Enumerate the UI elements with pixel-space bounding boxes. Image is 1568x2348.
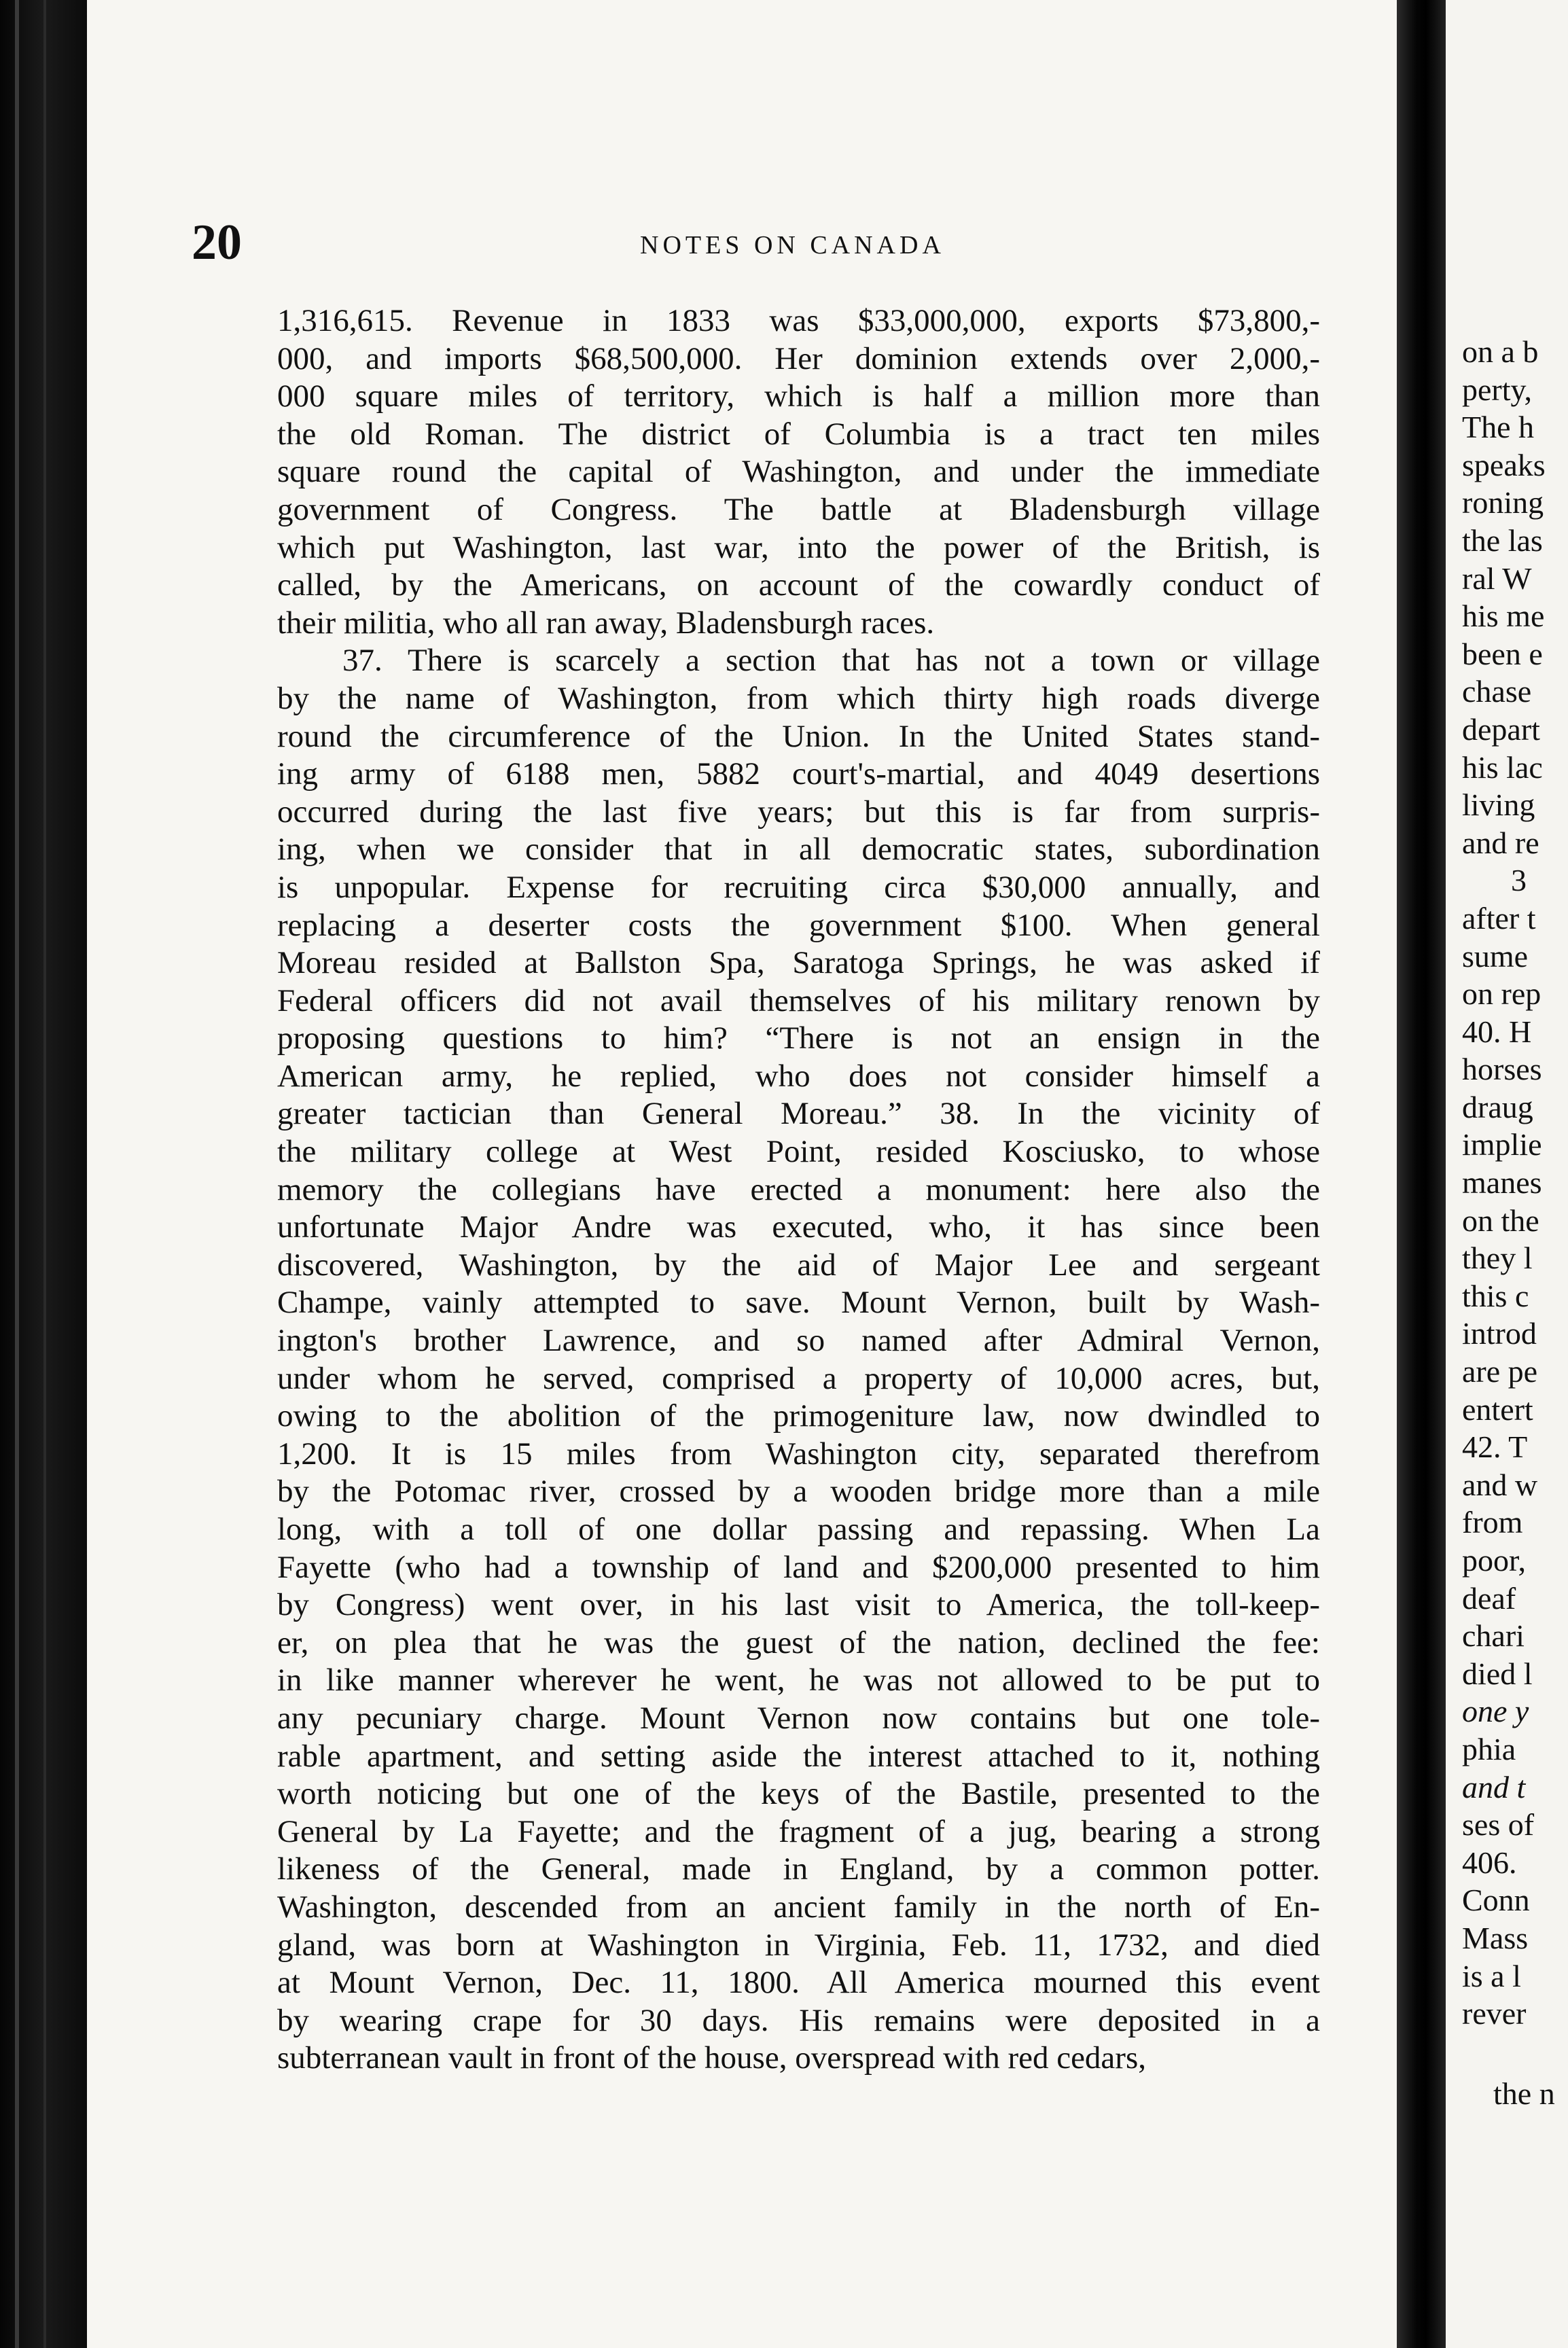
fragment-line: The h	[1462, 410, 1535, 445]
text-line: which put Washington, last war, into the power of the British, is	[277, 529, 1320, 565]
fragment-line: Mass	[1462, 1920, 1529, 1955]
text-line: called, by the Americans, on account of the cowardly conduct of	[277, 567, 1320, 603]
fragment-line: and t	[1462, 1769, 1526, 1804]
text-line: by the name of Washington, from which thirty high roads diverge	[277, 680, 1320, 716]
book-gutter	[1397, 0, 1446, 2348]
text-line: er, on plea that he was the guest of the nation, declined the fee:	[277, 1624, 1320, 1660]
fragment-line: his lac	[1462, 749, 1543, 785]
fragment-line: one y	[1462, 1694, 1529, 1729]
fragment-line: this c	[1462, 1278, 1529, 1313]
fragment-line: 40. H	[1462, 1014, 1532, 1049]
fragment-line: chase	[1462, 674, 1532, 709]
fragment-line: perty,	[1462, 372, 1533, 407]
fragment-line: speaks	[1462, 447, 1546, 482]
text-line: ing, when we consider that in all democratic states, subordination	[277, 832, 1320, 868]
border-stripe	[43, 0, 46, 2348]
text-line: discovered, Washington, by the aid of Major Lee and sergeant	[277, 1247, 1320, 1283]
fragment-line: 406.	[1462, 1845, 1517, 1880]
text-line: replacing a deserter costs the government $100. When general	[277, 907, 1320, 943]
fragment-line: entert	[1462, 1391, 1533, 1427]
text-line: ing army of 6188 men, 5882 court's-martial, and 4049 desertions	[277, 756, 1320, 792]
fragment-line: horses	[1462, 1052, 1542, 1087]
main-text-body	[277, 302, 1320, 2078]
text-line: ington's brother Lawrence, and so named after Admiral Vernon,	[277, 1323, 1320, 1359]
fragment-line: sume	[1462, 938, 1529, 974]
text-line: long, with a toll of one dollar passing and repassing. When La	[277, 1512, 1320, 1547]
fragment-line: living	[1462, 787, 1535, 823]
scan-left-border	[0, 0, 87, 2348]
text-line: their militia, who all ran away, Bladensburgh races.	[277, 605, 935, 641]
adjacent-page-text	[1462, 333, 1568, 2033]
text-line: 1,316,615. Revenue in 1833 was $33,000,000, exports $73,800,-	[277, 303, 1320, 338]
text-line: Washington, descended from an ancient family in the north of En-	[277, 1889, 1320, 1925]
running-head	[192, 212, 1347, 273]
text-line: General by La Fayette; and the fragment of a jug, bearing a strong	[277, 1813, 1320, 1849]
fragment-line: and re	[1462, 825, 1539, 860]
fragment-line: ses of	[1462, 1807, 1535, 1843]
fragment-line: roning	[1462, 485, 1544, 520]
text-line: likeness of the General, made in England, by a common potter.	[277, 1851, 1320, 1887]
fragment-line: they l	[1462, 1241, 1533, 1276]
fragment-line: 42. T	[1462, 1429, 1528, 1465]
running-head-title: NOTES ON CANADA	[640, 231, 945, 260]
fragment-line: chari	[1462, 1618, 1525, 1654]
text-line: is unpopular. Expense for recruiting circa $30,000 annually, and	[277, 869, 1320, 905]
adjacent-page-bottom-line: the n	[1493, 2076, 1555, 2111]
text-line: by the Potomac river, crossed by a wooden bridge more than a mile	[277, 1474, 1320, 1510]
fragment-line: on the	[1462, 1203, 1539, 1238]
text-line: by Congress) went over, in his last visit to America, the toll-keep-	[277, 1587, 1320, 1623]
text-line: the old Roman. The district of Columbia is a tract ten miles	[277, 416, 1320, 452]
fragment-line: poor,	[1462, 1543, 1526, 1578]
text-line: subterranean vault in front of the house, overspread with red cedars,	[277, 2040, 1146, 2076]
fragment-line: are pe	[1462, 1354, 1538, 1389]
fragment-line: the las	[1462, 522, 1543, 558]
text-line: unfortunate Major Andre was executed, who, it has since been	[277, 1209, 1320, 1245]
fragment-line: his me	[1462, 599, 1545, 634]
text-line: any pecuniary charge. Mount Vernon now contains but one tole-	[277, 1700, 1320, 1736]
fragment-line: introd	[1462, 1316, 1537, 1351]
fragment-line: Conn	[1462, 1883, 1530, 1918]
fragment-line: on a b	[1462, 334, 1539, 369]
fragment-line: depart	[1462, 711, 1540, 747]
text-line: Federal officers did not avail themselves of his military renown by	[277, 982, 1320, 1018]
fragment-line: from	[1462, 1505, 1523, 1540]
text-line: gland, was born at Washington in Virginia, Feb. 11, 1732, and died	[277, 1927, 1320, 1963]
text-line: in like manner wherever he went, he was not allowed to be put to	[277, 1662, 1320, 1698]
fragment-line: on rep	[1462, 976, 1542, 1012]
text-line: at Mount Vernon, Dec. 11, 1800. All America mourned this event	[277, 1965, 1320, 2001]
text-line: memory the collegians have erected a monument: here also the	[277, 1171, 1320, 1207]
text-line: greater tactician than General Moreau.” 38. In the vicinity of	[277, 1096, 1320, 1132]
text-line: 1,200. It is 15 miles from Washington city, separated therefrom	[277, 1436, 1320, 1472]
fragment-line: 3	[1511, 863, 1527, 898]
text-line: proposing questions to him? “There is not an ensign in the	[277, 1020, 1320, 1056]
text-line: the military college at West Point, resided Kosciusko, to whose	[277, 1134, 1320, 1170]
fragment-line: rever	[1462, 1996, 1527, 2031]
text-line: 37. There is scarcely a section that has not a town or village	[342, 643, 1320, 679]
fragment-line: manes	[1462, 1165, 1542, 1200]
text-line: square round the capital of Washington, and under the immediate	[277, 454, 1320, 490]
text-line: rable apartment, and setting aside the interest attached to it, nothing	[277, 1738, 1320, 1774]
fragment-line: ral W	[1462, 561, 1532, 596]
page-number: 20	[192, 215, 242, 270]
fragment-line: and w	[1462, 1467, 1538, 1502]
text-line: worth noticing but one of the keys of the Bastile, presented to the	[277, 1776, 1320, 1812]
fragment-line: is a l	[1462, 1958, 1521, 1993]
text-line: 000, and imports $68,500,000. Her dominion extends over 2,000,-	[277, 340, 1320, 376]
fragment-line: implie	[1462, 1127, 1542, 1162]
text-line: owing to the abolition of the primogeniture law, now dwindled to	[277, 1398, 1320, 1434]
border-stripe	[15, 0, 19, 2348]
text-line: Moreau resided at Ballston Spa, Saratoga Springs, he was asked if	[277, 945, 1320, 981]
fragment-line: draug	[1462, 1089, 1533, 1124]
text-line: occurred during the last five years; but this is far from surpris-	[277, 794, 1320, 830]
text-line: by wearing crape for 30 days. His remains were deposited in a	[277, 2002, 1320, 2038]
text-line: Fayette (who had a township of land and $200,000 presented to him	[277, 1549, 1320, 1585]
text-line: 000 square miles of territory, which is half a million more than	[277, 378, 1320, 414]
text-line: Champe, vainly attempted to save. Mount Vernon, built by Wash-	[277, 1285, 1320, 1321]
fragment-line: died l	[1462, 1656, 1533, 1691]
fragment-line: deaf	[1462, 1580, 1516, 1616]
fragment-line: after t	[1462, 900, 1536, 936]
text-line: American army, he replied, who does not consider himself a	[277, 1058, 1320, 1094]
text-line: under whom he served, comprised a property of 10,000 acres, but,	[277, 1360, 1320, 1396]
text-line: government of Congress. The battle at Bladensburgh village	[277, 491, 1320, 527]
text-line: round the circumference of the Union. In the United States stand-	[277, 718, 1320, 754]
fragment-line: phia	[1462, 1731, 1516, 1766]
fragment-line: been e	[1462, 636, 1543, 671]
